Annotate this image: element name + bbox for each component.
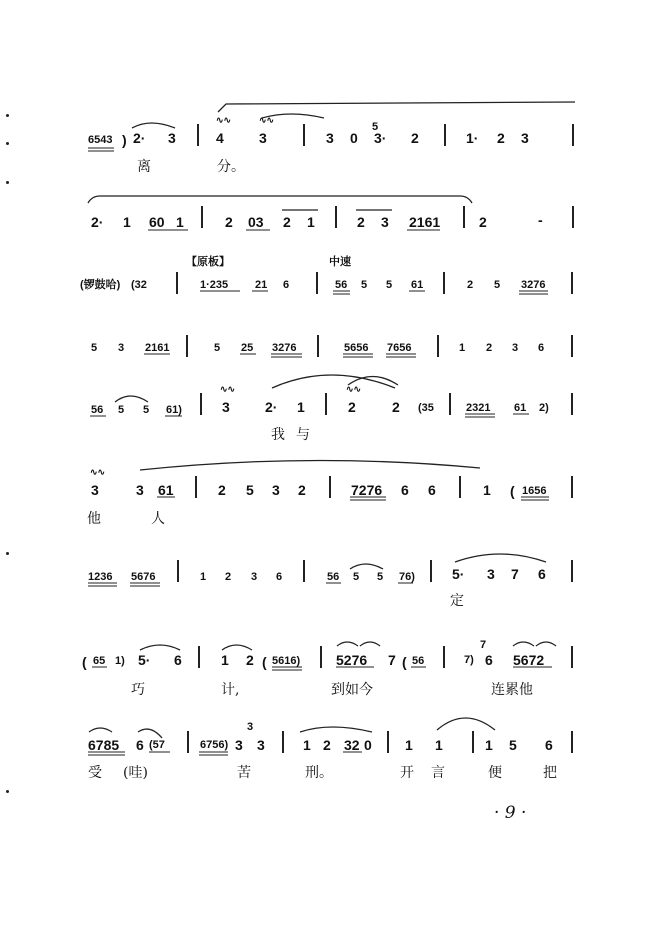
jianpu-note: 1 bbox=[200, 571, 207, 583]
jianpu-note: 2 bbox=[467, 279, 474, 291]
jianpu-note: 5· bbox=[452, 566, 465, 582]
lyric-text: 我 bbox=[271, 427, 285, 443]
jianpu-note: 5672 bbox=[513, 652, 545, 668]
jianpu-note: 2 bbox=[479, 214, 487, 230]
jianpu-note: 7276 bbox=[351, 482, 383, 498]
jianpu-note: 5 bbox=[353, 571, 360, 583]
trill-ornament-icon: ∿∿ bbox=[90, 467, 106, 477]
jianpu-note: 2 bbox=[218, 482, 226, 498]
jianpu-note: 2161 bbox=[145, 342, 170, 354]
jianpu-note: 3 bbox=[168, 130, 176, 146]
jianpu-note: 5 bbox=[509, 737, 517, 753]
lyric-text: 计, bbox=[221, 682, 240, 698]
jianpu-note: 2 bbox=[225, 214, 233, 230]
lyric-text: 开 bbox=[400, 765, 414, 781]
jianpu-note: 2 bbox=[246, 652, 254, 668]
jianpu-note: 1· bbox=[466, 130, 479, 146]
jianpu-note: 5 bbox=[386, 279, 393, 291]
jianpu-note: ( bbox=[82, 654, 87, 670]
jianpu-note: 2· bbox=[91, 214, 104, 230]
jianpu-note: 6 bbox=[136, 737, 144, 753]
lyric-text: 连累他 bbox=[491, 682, 533, 698]
jianpu-note: 6 bbox=[174, 652, 182, 668]
jianpu-note: 2) bbox=[539, 402, 549, 414]
jianpu-note: 1·235 bbox=[200, 279, 229, 291]
jianpu-note: 32 bbox=[344, 737, 360, 753]
jianpu-note: 3 bbox=[235, 737, 243, 753]
jianpu-note: 3 bbox=[381, 214, 389, 230]
jianpu-note: 5656 bbox=[344, 342, 369, 354]
lyric-text: 离 bbox=[137, 159, 151, 175]
jianpu-note: 2321 bbox=[466, 402, 491, 414]
jianpu-note: 6756) bbox=[200, 739, 229, 751]
jianpu-note: 2 bbox=[323, 737, 331, 753]
jianpu-note: (锣鼓哈) bbox=[80, 279, 121, 291]
jianpu-note: ( bbox=[262, 654, 267, 670]
jianpu-note: 6 bbox=[428, 482, 436, 498]
lyric-text: 把 bbox=[543, 765, 557, 781]
jianpu-note: 56 bbox=[327, 571, 340, 583]
jianpu-note: (57 bbox=[149, 739, 165, 751]
jianpu-note: 1 bbox=[485, 737, 493, 753]
trill-ornament-icon: ∿∿ bbox=[259, 115, 275, 125]
jianpu-note: 61) bbox=[166, 404, 182, 416]
jianpu-note: 2 bbox=[392, 399, 400, 415]
lyric-text: 便 bbox=[488, 765, 502, 781]
jianpu-note: 61 bbox=[514, 402, 527, 414]
jianpu-note: 7 bbox=[511, 566, 519, 582]
jianpu-note: 1 bbox=[459, 342, 466, 354]
jianpu-note: 4 bbox=[216, 130, 224, 146]
jianpu-note: 6 bbox=[485, 652, 493, 668]
trill-ornament-icon: ∿∿ bbox=[220, 384, 236, 394]
jianpu-note: 2 bbox=[497, 130, 505, 146]
jianpu-note: 1 bbox=[303, 737, 311, 753]
lyric-text: 分。 bbox=[217, 159, 245, 175]
jianpu-note: 5 bbox=[214, 342, 221, 354]
jianpu-note: 6 bbox=[538, 566, 546, 582]
jianpu-note: 1 bbox=[435, 737, 443, 753]
jianpu-note: 1 bbox=[483, 482, 491, 498]
jianpu-note: 56 bbox=[412, 655, 425, 667]
jianpu-note: ) bbox=[122, 132, 127, 148]
lyric-text: 刑。 bbox=[305, 765, 333, 781]
jianpu-note: 3· bbox=[374, 130, 387, 146]
lyric-text: 巧 bbox=[131, 682, 145, 698]
lyric-text: 言 bbox=[431, 765, 445, 781]
jianpu-note: 7) bbox=[464, 654, 474, 666]
jianpu-note: 0 bbox=[350, 130, 358, 146]
jianpu-note: 6785 bbox=[88, 737, 120, 753]
jianpu-note: 3 bbox=[251, 571, 258, 583]
jianpu-note: 3 bbox=[521, 130, 529, 146]
lyric-text: (哇) bbox=[123, 765, 148, 781]
jianpu-note: 2· bbox=[265, 399, 278, 415]
jianpu-note: 3276 bbox=[521, 279, 546, 291]
tempo-or-grace-mark: 中速 bbox=[329, 256, 351, 268]
jianpu-note: 65 bbox=[93, 655, 106, 667]
jianpu-note: 7 bbox=[388, 652, 396, 668]
jianpu-note: 5616) bbox=[272, 655, 301, 667]
lyric-text: 到如今 bbox=[331, 682, 373, 698]
jianpu-note: 3 bbox=[136, 482, 144, 498]
jianpu-note: 76) bbox=[399, 571, 415, 583]
lyric-text: 与 bbox=[296, 427, 310, 443]
jianpu-note: 3 bbox=[512, 342, 519, 354]
jianpu-note: 1 bbox=[176, 214, 184, 230]
jianpu-note: 2 bbox=[357, 214, 365, 230]
jianpu-note: 61 bbox=[411, 279, 424, 291]
lyric-text: 定 bbox=[450, 593, 464, 609]
jianpu-note: 2 bbox=[298, 482, 306, 498]
jianpu-note: 3 bbox=[272, 482, 280, 498]
jianpu-note: 6 bbox=[283, 279, 290, 291]
page-number: · 9 · bbox=[494, 803, 527, 823]
trill-ornament-icon: ∿∿ bbox=[216, 115, 232, 125]
jianpu-note: 5276 bbox=[336, 652, 368, 668]
tempo-or-grace-mark: 【原板】 bbox=[186, 256, 230, 268]
jianpu-note: 2161 bbox=[409, 214, 441, 230]
jianpu-note: 5 bbox=[361, 279, 368, 291]
lyric-text: 人 bbox=[151, 511, 165, 527]
tempo-or-grace-mark: 3 bbox=[247, 721, 254, 733]
jianpu-note: ( bbox=[510, 483, 515, 499]
jianpu-note: 0 bbox=[364, 737, 372, 753]
jianpu-note: 2 bbox=[486, 342, 493, 354]
jianpu-note: 6 bbox=[401, 482, 409, 498]
jianpu-note: 1 bbox=[123, 214, 131, 230]
jianpu-note: 5676 bbox=[131, 571, 156, 583]
jianpu-note: 21 bbox=[255, 279, 268, 291]
tempo-or-grace-mark: 5 bbox=[372, 121, 379, 133]
jianpu-note: 61 bbox=[158, 482, 174, 498]
jianpu-note: 1 bbox=[307, 214, 315, 230]
jianpu-note: 5 bbox=[143, 404, 150, 416]
jianpu-note: 7656 bbox=[387, 342, 412, 354]
jianpu-note: 2 bbox=[283, 214, 291, 230]
jianpu-note: 6 bbox=[276, 571, 283, 583]
jianpu-note: 3 bbox=[487, 566, 495, 582]
jianpu-note: 3 bbox=[326, 130, 334, 146]
jianpu-note: 6543 bbox=[88, 134, 113, 146]
jianpu-note: 56 bbox=[335, 279, 348, 291]
jianpu-note: 2 bbox=[225, 571, 232, 583]
jianpu-note: 5· bbox=[138, 652, 151, 668]
trill-ornament-icon: ∿∿ bbox=[346, 384, 362, 394]
lyric-text: 受 bbox=[88, 765, 102, 781]
jianpu-note: 3 bbox=[222, 399, 230, 415]
jianpu-note: 1 bbox=[297, 399, 305, 415]
jianpu-note: 1 bbox=[221, 652, 229, 668]
jianpu-note: 3276 bbox=[272, 342, 297, 354]
jianpu-note: 1 bbox=[405, 737, 413, 753]
jianpu-note: 6 bbox=[538, 342, 545, 354]
jianpu-note: (32 bbox=[131, 279, 147, 291]
jianpu-note: 1) bbox=[115, 655, 125, 667]
jianpu-note: 1236 bbox=[88, 571, 113, 583]
jianpu-note: 3 bbox=[257, 737, 265, 753]
jianpu-note: 25 bbox=[241, 342, 254, 354]
jianpu-note: 5 bbox=[246, 482, 254, 498]
jianpu-note: 56 bbox=[91, 404, 104, 416]
jianpu-note: - bbox=[538, 212, 543, 228]
jianpu-note: 03 bbox=[248, 214, 264, 230]
jianpu-note: (35 bbox=[418, 402, 434, 414]
jianpu-note: 3 bbox=[118, 342, 125, 354]
jianpu-note: 2· bbox=[133, 130, 146, 146]
jianpu-note: 2 bbox=[411, 130, 419, 146]
jianpu-note: 5 bbox=[377, 571, 384, 583]
jianpu-note: 3 bbox=[259, 130, 267, 146]
jianpu-note: 1656 bbox=[522, 485, 547, 497]
jianpu-note: 2 bbox=[348, 399, 356, 415]
tempo-or-grace-mark: 7 bbox=[480, 639, 487, 651]
jianpu-note: 6 bbox=[545, 737, 553, 753]
jianpu-note: 5 bbox=[118, 404, 125, 416]
jianpu-note: 5 bbox=[91, 342, 98, 354]
jianpu-note: ( bbox=[402, 654, 407, 670]
lyric-text: 他 bbox=[87, 511, 101, 527]
jianpu-note: 3 bbox=[91, 482, 99, 498]
lyric-text: 苦 bbox=[237, 765, 251, 781]
jianpu-note: 60 bbox=[149, 214, 165, 230]
jianpu-note: 5 bbox=[494, 279, 501, 291]
